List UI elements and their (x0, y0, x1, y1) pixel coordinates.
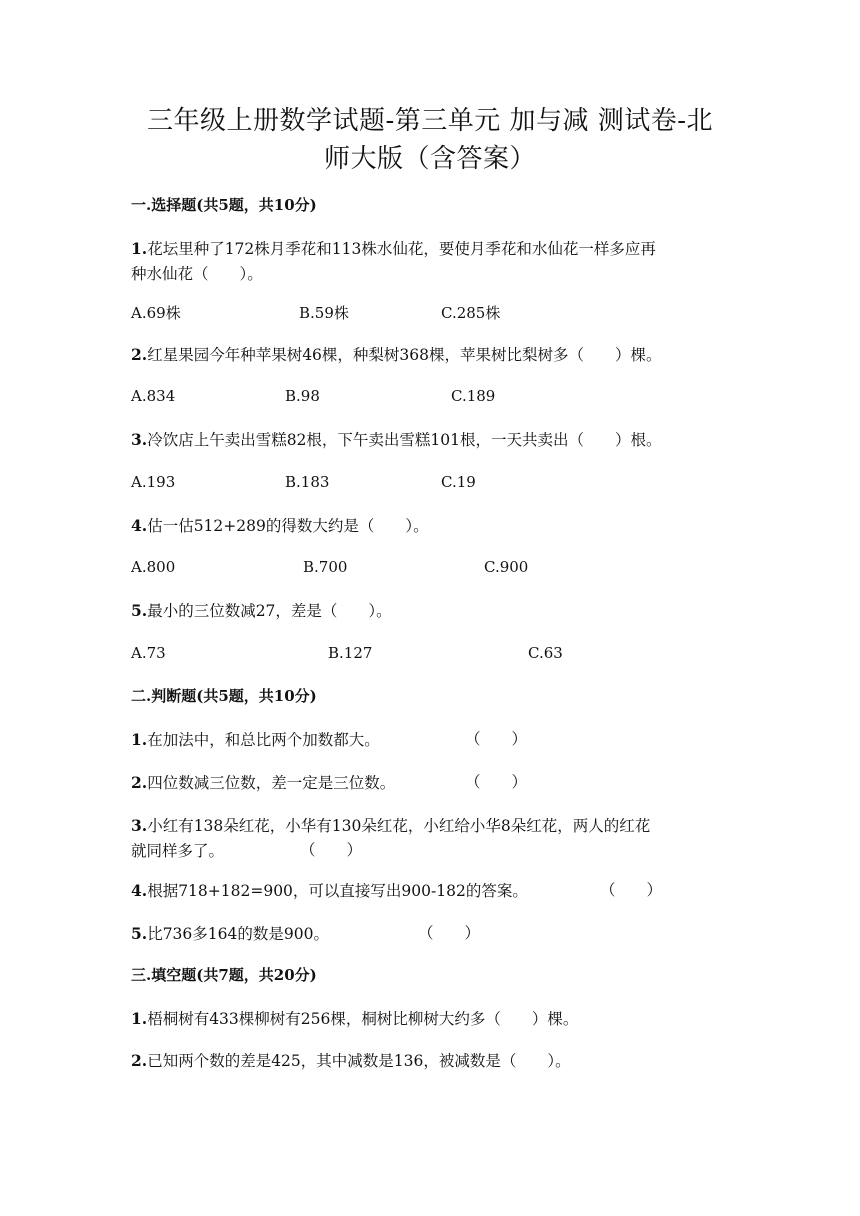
question-text: 小红有138朵红花，小华有130朵红花，小红给小华8朵红花，两人的红花 (147, 817, 651, 835)
choice-question-4 (131, 513, 731, 539)
fill-question-1 (131, 1006, 731, 1032)
question-number: 2. (131, 1051, 148, 1070)
answer-parentheses: （ ） (465, 730, 528, 748)
choice-question-2 (131, 342, 731, 368)
question-text: 花坛里种了172株月季花和113株水仙花，要使月季花和水仙花一样多应再 (147, 240, 656, 258)
question-text-cont: 种水仙花（ ）。 (131, 265, 263, 283)
option-c: C.63 (528, 644, 563, 662)
judge-question-3 (131, 813, 731, 864)
section-heading-judge: 二.判断题(共5题，共10分) (131, 687, 317, 705)
question-number: 3. (131, 430, 148, 449)
question-number: 4. (131, 516, 148, 535)
choice-question-1 (131, 236, 731, 287)
option-c: C.285株 (441, 304, 501, 322)
question-text: 红星果园今年种苹果树46棵，种梨树368棵，苹果树比梨树多（ ）棵。 (147, 346, 662, 364)
question-number: 4. (131, 881, 148, 900)
option-c: C.189 (451, 387, 496, 405)
answer-parentheses: （ ） (418, 924, 481, 942)
title-line-2: 师大版（含答案） (323, 144, 536, 174)
option-a: A.834 (131, 387, 176, 405)
question-number: 5. (131, 601, 148, 620)
choice-question-5 (131, 598, 731, 624)
option-b: B.98 (285, 387, 320, 405)
question-number: 2. (131, 345, 148, 364)
option-b: B.700 (303, 558, 348, 576)
option-a: A.69株 (131, 304, 181, 322)
question-number: 2. (131, 773, 148, 792)
question-number: 5. (131, 924, 148, 943)
option-c: C.900 (484, 558, 529, 576)
option-b: B.59株 (299, 304, 349, 322)
question-number: 3. (131, 816, 148, 835)
choice-question-3 (131, 427, 731, 453)
question-text: 冷饮店上午卖出雪糕82根，下午卖出雪糕101根，一天共卖出（ ）根。 (147, 431, 662, 449)
section-heading-choice: 一.选择题(共5题，共10分) (131, 196, 317, 214)
question-text: 四位数减三位数，差一定是三位数。 (147, 774, 396, 792)
question-number: 1. (131, 1009, 148, 1028)
option-c: C.19 (441, 473, 476, 491)
option-a: A.73 (131, 644, 166, 662)
option-b: B.183 (285, 473, 330, 491)
document-title (110, 102, 750, 178)
judge-question-2 (131, 770, 731, 796)
option-a: A.800 (131, 558, 176, 576)
question-text: 梧桐树有433棵柳树有256棵，桐树比柳树大约多（ ）棵。 (147, 1010, 579, 1028)
question-number: 1. (131, 730, 148, 749)
option-b: B.127 (328, 644, 373, 662)
title-line-1: 三年级上册数学试题-第三单元 加与减 测试卷-北 (146, 106, 714, 136)
question-number: 1. (131, 239, 148, 258)
option-a: A.193 (131, 473, 176, 491)
question-text: 比736多164的数是900。 (147, 925, 329, 943)
judge-question-1 (131, 727, 731, 753)
section-heading-fill: 三.填空题(共7题，共20分) (131, 966, 317, 984)
fill-question-2 (131, 1048, 731, 1074)
answer-parentheses: （ ） (600, 881, 663, 899)
question-text: 已知两个数的差是425，其中减数是136，被减数是（ ）。 (147, 1052, 571, 1070)
question-text-cont: 就同样多了。 (131, 842, 225, 860)
answer-parentheses: （ ） (465, 773, 528, 791)
question-text: 估一估512+289的得数大约是（ ）。 (147, 517, 429, 535)
question-text: 在加法中，和总比两个加数都大。 (147, 731, 380, 749)
question-text: 根据718+182=900，可以直接写出900-182的答案。 (147, 882, 528, 900)
question-text: 最小的三位数减27，差是（ ）。 (147, 602, 392, 620)
answer-parentheses: （ ） (300, 841, 363, 859)
